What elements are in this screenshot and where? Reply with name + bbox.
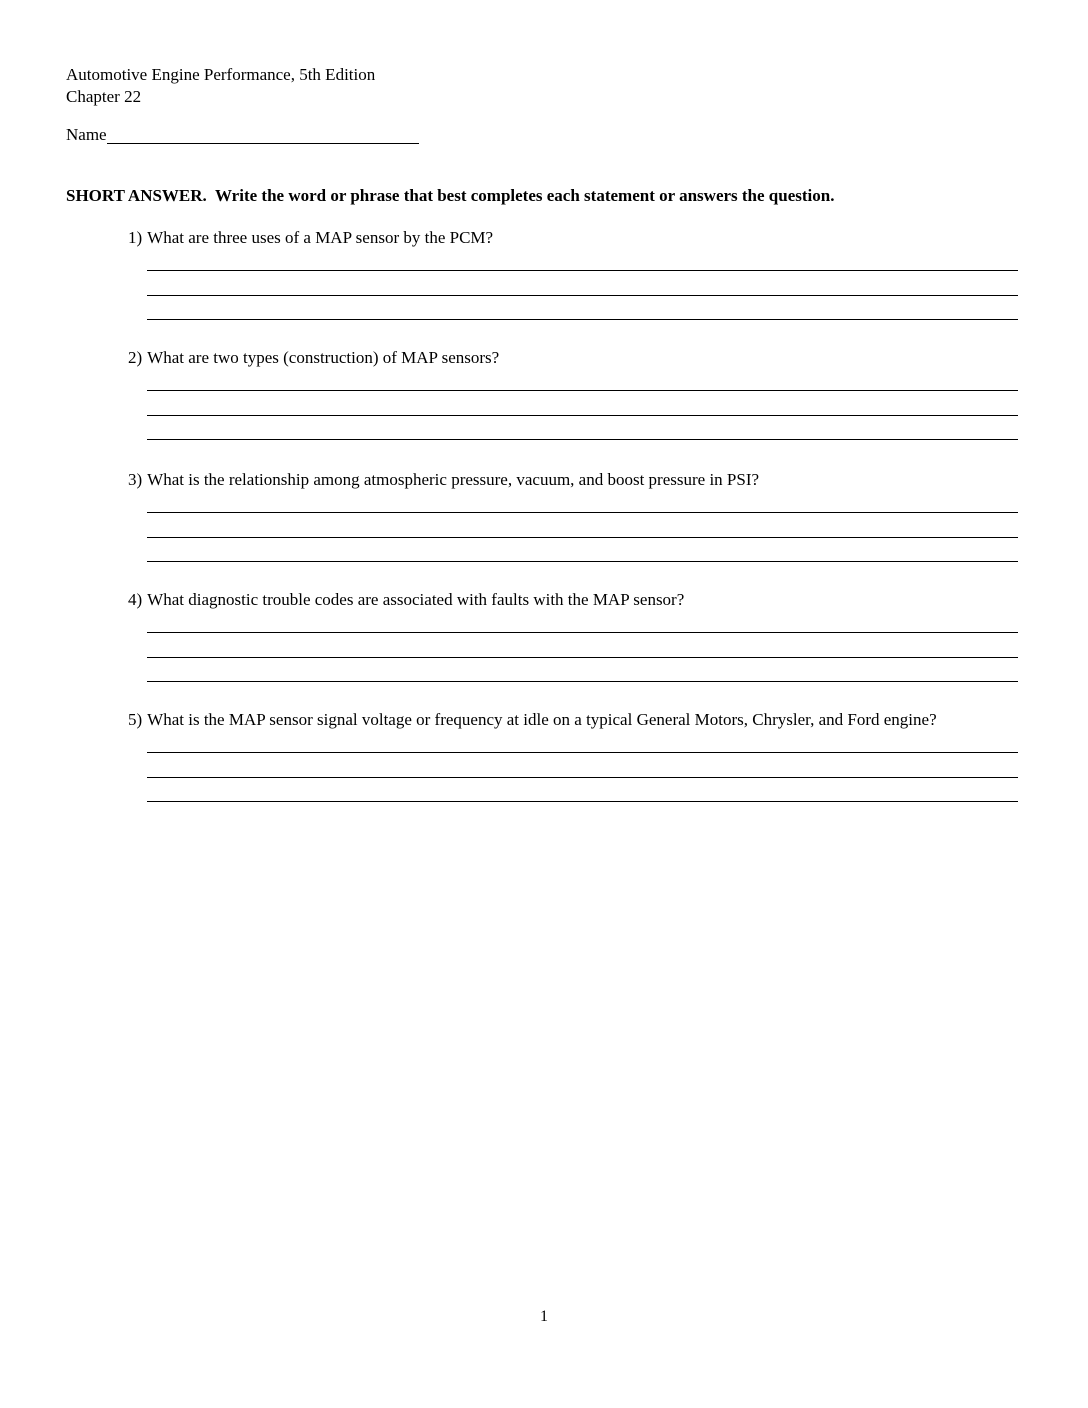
question-number: 3)	[128, 470, 143, 489]
course-title: Automotive Engine Performance, 5th Edition	[66, 65, 376, 84]
answer-line	[147, 271, 1018, 296]
page-header	[66, 64, 375, 108]
answer-line	[147, 658, 1018, 683]
chapter-label: Chapter 22	[66, 87, 142, 106]
question-1-answer-area	[147, 249, 1018, 320]
answer-line	[147, 778, 1018, 803]
answer-line	[147, 491, 1018, 513]
answer-line	[147, 391, 1018, 416]
question-text: What are three uses of a MAP sensor by the PCM?	[147, 228, 494, 247]
question-5-text-row	[128, 708, 1028, 731]
section-heading: SHORT ANSWER. Write the word or phrase that best completes each statement or answers the question.	[66, 186, 835, 205]
question-1	[128, 226, 1028, 320]
answer-line	[147, 753, 1018, 778]
answer-line	[147, 513, 1018, 538]
answer-line	[147, 538, 1018, 563]
question-3-answer-area	[147, 491, 1018, 562]
answer-line	[147, 369, 1018, 391]
question-1-text-row	[128, 226, 1028, 249]
name-field-row	[66, 126, 419, 144]
question-number: 1)	[128, 228, 143, 247]
question-4	[128, 588, 1028, 682]
question-2-text-row	[128, 346, 1028, 369]
question-4-text-row	[128, 588, 1028, 611]
question-5-answer-area	[147, 731, 1018, 802]
question-text: What diagnostic trouble codes are associated with faults with the MAP sensor?	[147, 590, 685, 609]
answer-line	[147, 416, 1018, 441]
question-4-answer-area	[147, 611, 1018, 682]
question-number: 2)	[128, 348, 143, 367]
name-label: Name	[66, 125, 107, 144]
page-number: 1	[540, 1308, 548, 1325]
question-3	[128, 468, 1028, 562]
question-2-answer-area	[147, 369, 1018, 440]
question-number: 4)	[128, 590, 143, 609]
answer-line	[147, 633, 1018, 658]
question-text: What is the relationship among atmospheric pressure, vacuum, and boost pressure in PSI?	[147, 470, 760, 489]
question-text: What is the MAP sensor signal voltage or frequency at idle on a typical General Motors, Chrysler, and Ford engine?	[147, 710, 937, 729]
name-blank-line	[107, 126, 419, 144]
answer-line	[147, 611, 1018, 633]
answer-line	[147, 731, 1018, 753]
answer-line	[147, 296, 1018, 321]
question-5	[128, 708, 1028, 802]
question-2	[128, 346, 1028, 440]
question-number: 5)	[128, 710, 143, 729]
question-text: What are two types (construction) of MAP sensors?	[147, 348, 500, 367]
answer-line	[147, 249, 1018, 271]
question-3-text-row	[128, 468, 1028, 491]
